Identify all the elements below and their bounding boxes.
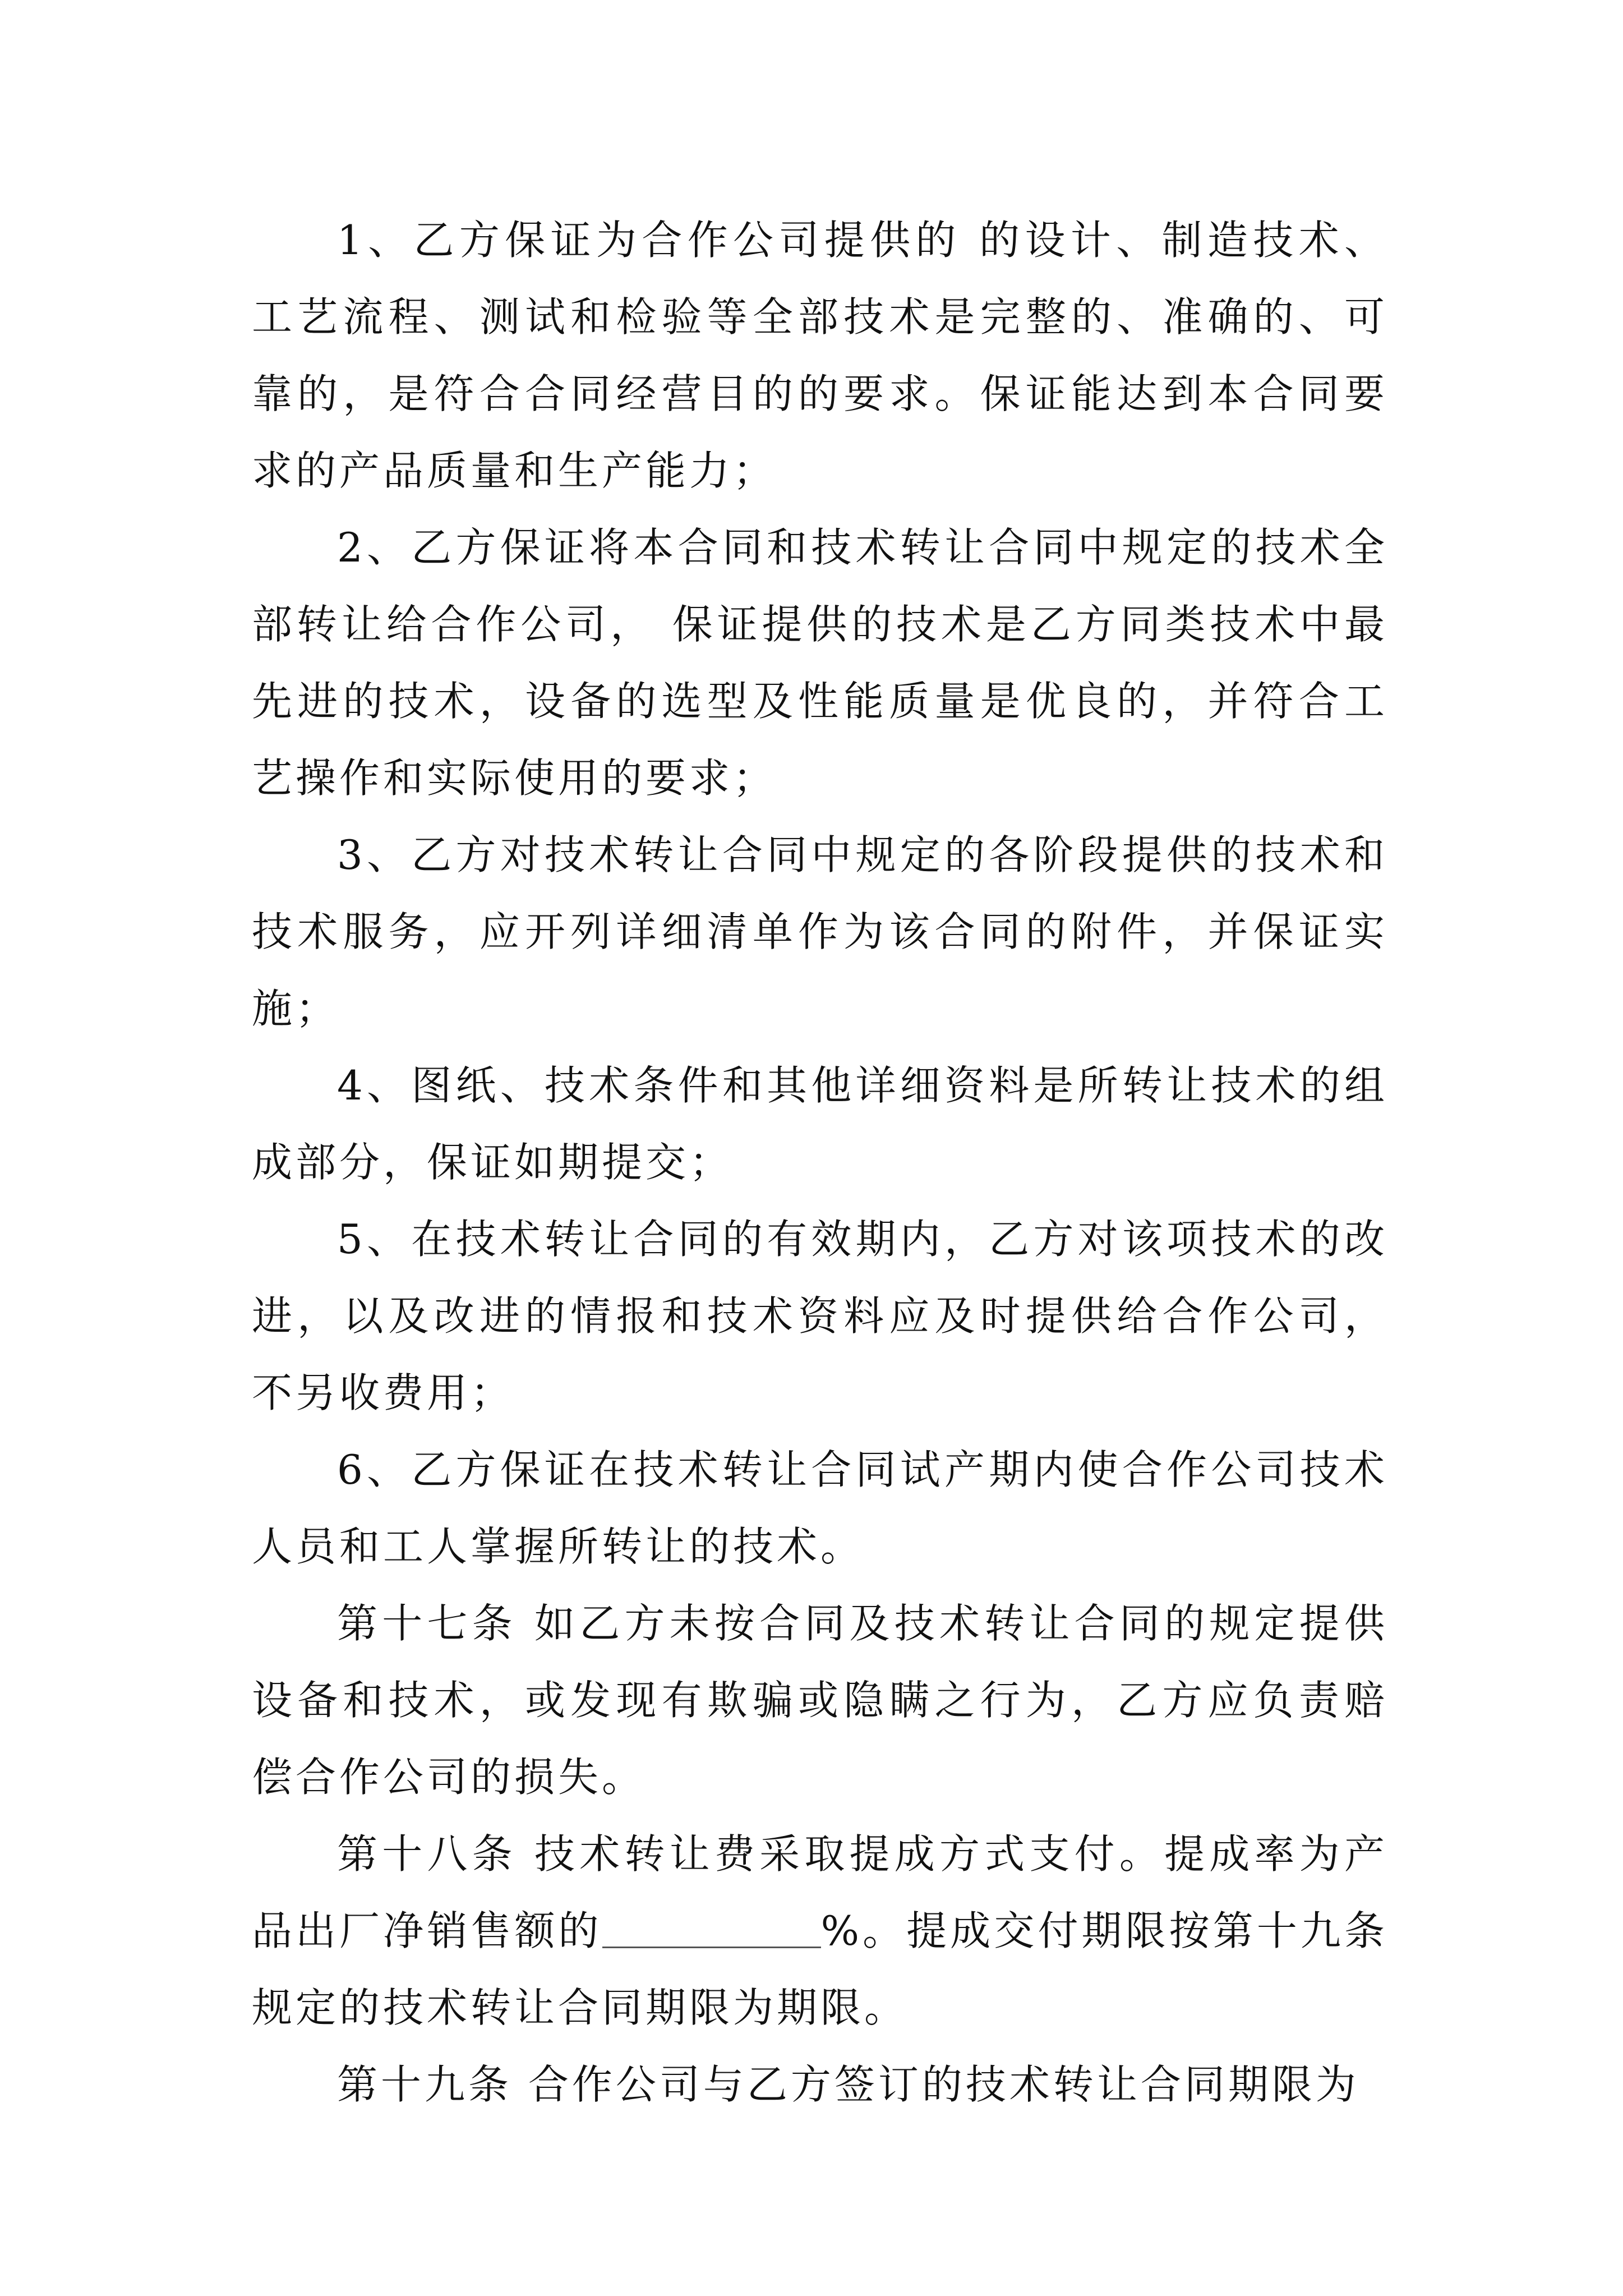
article-19: 第十九条 合作公司与乙方签订的技术转让合同期限为 <box>337 2061 1359 2108</box>
paragraph-5: 5、在技术转让合同的有效期内，乙方对该项技术的改进，以及改进的情报和技术资料应及时提供给合作公司，不另收费用； <box>252 1216 1388 1416</box>
paragraph-4: 4、图纸、技术条件和其他详细资料是所转让技术的组成部分，保证如期提交； <box>252 1062 1388 1186</box>
document-body <box>252 202 1388 2123</box>
paragraph-6: 6、乙方保证在技术转让合同试产期内使合作公司技术人员和工人掌握所转让的技术。 <box>252 1446 1388 1570</box>
rate-blank-field <box>602 1902 821 1948</box>
paragraph-1: 1、乙方保证为合作公司提供的 的设计、制造技术、工艺流程、测试和检验等全部技术是完整的、准确的、可靠的，是符合合同经营目的的要求。保证能达到本合同要求的产品质量和生产能力； <box>252 217 1388 494</box>
article-17: 第十七条 如乙方未按合同及技术转让合同的规定提供设备和技术，或发现有欺骗或隐瞒之行为，乙方应负责赔偿合作公司的损失。 <box>252 1600 1388 1801</box>
paragraph-3: 3、乙方对技术转让合同中规定的各阶段提供的技术和技术服务，应开列详细清单作为该合同的附件，并保证实施； <box>252 831 1388 1032</box>
article-18-text-before-blank: 第十八条 技术转让费采取提成方式支付。提成率为产品出厂净销售额的 <box>252 1830 1388 1954</box>
article-18-text-after-blank: %。提成交付期限按第十九条规定的技术转让合同期限为期限。 <box>252 1907 1388 2031</box>
article-18 <box>252 1816 1388 2046</box>
paragraph-2: 2、乙方保证将本合同和技术转让合同中规定的技术全部转让给合作公司， 保证提供的技术是乙方同类技术中最先进的技术，设备的选型及性能质量是优良的，并符合工艺操作和实际使用的要求； <box>252 524 1388 802</box>
